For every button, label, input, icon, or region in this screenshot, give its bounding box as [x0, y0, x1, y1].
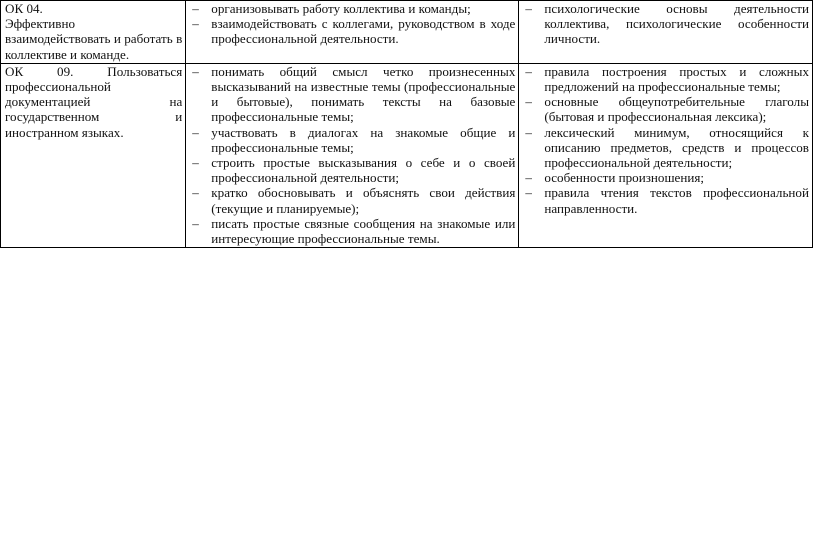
dash-bullet: –: [192, 185, 199, 201]
competence-text: ОК 09. Пользоваться профессиональной документацией на государственном и иностранном языках.: [5, 63, 183, 140]
list-item: – строить простые высказывания о себе и о своей профессиональной деятельности;: [192, 155, 516, 186]
list-item: – лексический минимум, относящийся к описанию предметов, средств и процессов профессиональной деятельности;: [525, 124, 809, 171]
dash-bullet: –: [192, 1, 199, 16]
dash-bullet: –: [525, 124, 532, 140]
competence-cell: [1, 63, 186, 247]
list-item: – понимать общий смысл четко произнесенных высказываний на известные темы (профессиональные и бытовые), понимать тексты на базовые профессиональные темы;: [192, 63, 516, 125]
dash-bullet: –: [525, 170, 532, 186]
skills-list: [190, 64, 515, 246]
dash-bullet: –: [525, 1, 532, 16]
dash-bullet: –: [525, 63, 532, 79]
dash-bullet: –: [192, 215, 199, 231]
list-item: – взаимодействовать с коллегами, руководством в ходе профессиональной деятельности.: [192, 16, 516, 47]
list-item: – правила построения простых и сложных предложений на профессиональные темы;: [525, 63, 809, 95]
list-item: – участвовать в диалогах на знакомые общие и профессиональные темы;: [192, 124, 516, 155]
list-item: – организовывать работу коллектива и команды;: [192, 1, 471, 16]
dash-bullet: –: [525, 94, 532, 110]
list-item: – правила чтения текстов профессиональной направленности.: [525, 185, 809, 216]
list-item: – основные общеупотребительные глаголы (бытовая и профессиональная лексика);: [525, 94, 809, 125]
dash-bullet: –: [192, 124, 199, 140]
list-item: – психологические основы деятельности коллектива, психологические особенности личности.: [525, 1, 809, 47]
table-row: [1, 63, 813, 247]
competence-code: ОК 09.: [5, 63, 74, 79]
knowledge-list: [523, 64, 809, 216]
list-item: – кратко обосновывать и объяснять свои действия (текущие и планируемые);: [192, 185, 516, 216]
knowledge-cell: [519, 63, 813, 247]
competence-table: [0, 0, 813, 248]
dash-bullet: –: [525, 185, 532, 201]
list-item: – писать простые связные сообщения на знакомые или интересующие профессиональные темы.: [192, 215, 516, 247]
dash-bullet: –: [192, 63, 199, 79]
list-item: – особенности произношения;: [525, 170, 705, 186]
table-row: [1, 1, 813, 64]
knowledge-list: [523, 1, 809, 47]
knowledge-cell: [519, 1, 813, 64]
skills-cell: [186, 1, 519, 64]
skills-list: [190, 1, 515, 47]
dash-bullet: –: [192, 16, 199, 32]
competence-code: ОК 04.: [5, 1, 43, 16]
competence-cell: [1, 1, 186, 64]
skills-cell: [186, 63, 519, 247]
competence-text: Эффективно взаимодействовать и работать в коллективе и команде.: [5, 16, 183, 62]
dash-bullet: –: [192, 155, 199, 171]
